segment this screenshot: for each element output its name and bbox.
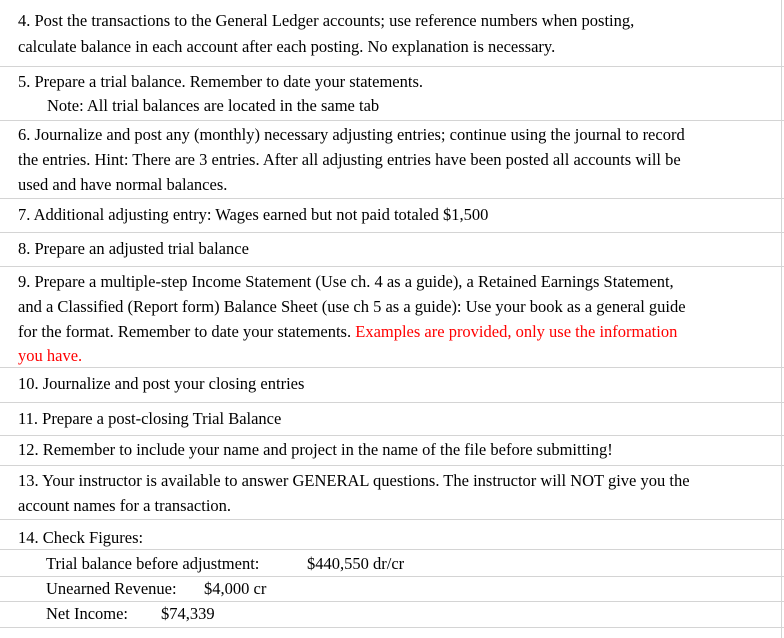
- check-figure-row-trial-balance: [0, 550, 784, 577]
- instruction-row-4: [0, 0, 784, 67]
- instruction-row-12: [0, 436, 784, 466]
- net-income-label: Net Income:: [46, 604, 129, 623]
- instruction-4-line-1: 4. Post the transactions to the General Ledger accounts; use reference numbers when posting,: [18, 11, 635, 30]
- right-gridline: [781, 0, 782, 638]
- instruction-9-line-3: [18, 322, 677, 342]
- trial-balance-value: $440,550 dr/cr: [307, 554, 405, 573]
- instruction-row-8: [0, 233, 784, 267]
- instruction-9-red-note-continued: you have.: [18, 346, 83, 365]
- check-figure-row-unearned-revenue: [0, 577, 784, 602]
- instruction-row-13: [0, 466, 784, 520]
- instruction-9-line-3-text: for the format. Remember to date your statements.: [18, 322, 356, 341]
- instruction-9-line-2: and a Classified (Report form) Balance Sheet (use ch 5 as a guide): Use your book as a general guide: [18, 297, 686, 316]
- instruction-row-7: [0, 199, 784, 233]
- instruction-4-line-2: calculate balance in each account after each posting. No explanation is necessary.: [18, 37, 556, 56]
- instruction-row-9: [0, 267, 784, 368]
- instruction-8-line-1: 8. Prepare an adjusted trial balance: [18, 239, 249, 258]
- instruction-7-line-1: 7. Additional adjusting entry: Wages earned but not paid totaled $1,500: [18, 205, 489, 224]
- trial-balance-label: Trial balance before adjustment:: [46, 554, 260, 573]
- instruction-10-line-1: 10. Journalize and post your closing entries: [18, 374, 305, 393]
- net-income-value: $74,339: [161, 604, 215, 623]
- instruction-6-line-1: 6. Journalize and post any (monthly) necessary adjusting entries; continue using the journal to record: [18, 125, 685, 144]
- instruction-12-line-1: 12. Remember to include your name and project in the name of the file before submitting!: [18, 440, 613, 459]
- instruction-row-6: [0, 121, 784, 199]
- instruction-row-10: [0, 368, 784, 403]
- instruction-row-5: [0, 67, 784, 121]
- unearned-revenue-value: $4,000 cr: [204, 579, 267, 598]
- instruction-5-note: Note: All trial balances are located in the same tab: [47, 96, 380, 115]
- check-figures-heading: 14. Check Figures:: [18, 528, 144, 547]
- instruction-13-line-1: 13. Your instructor is available to answer GENERAL questions. The instructor will NOT give you the: [18, 471, 690, 490]
- instruction-13-line-2: account names for a transaction.: [18, 496, 232, 515]
- instruction-9-line-1: 9. Prepare a multiple-step Income Statement (Use ch. 4 as a guide), a Retained Earnings Statement,: [18, 272, 674, 291]
- instruction-row-11: [0, 403, 784, 436]
- instruction-9-red-note: Examples are provided, only use the information: [355, 322, 678, 341]
- instruction-11-line-1: 11. Prepare a post-closing Trial Balance: [18, 409, 282, 428]
- unearned-revenue-label: Unearned Revenue:: [46, 579, 177, 598]
- instruction-5-line-1: 5. Prepare a trial balance. Remember to date your statements.: [18, 72, 424, 91]
- instruction-6-line-3: used and have normal balances.: [18, 175, 228, 194]
- instruction-row-14-heading: [0, 520, 784, 550]
- check-figure-row-net-income: [0, 602, 784, 628]
- instruction-6-line-2: the entries. Hint: There are 3 entries. After all adjusting entries have been posted all accounts will be: [18, 150, 681, 169]
